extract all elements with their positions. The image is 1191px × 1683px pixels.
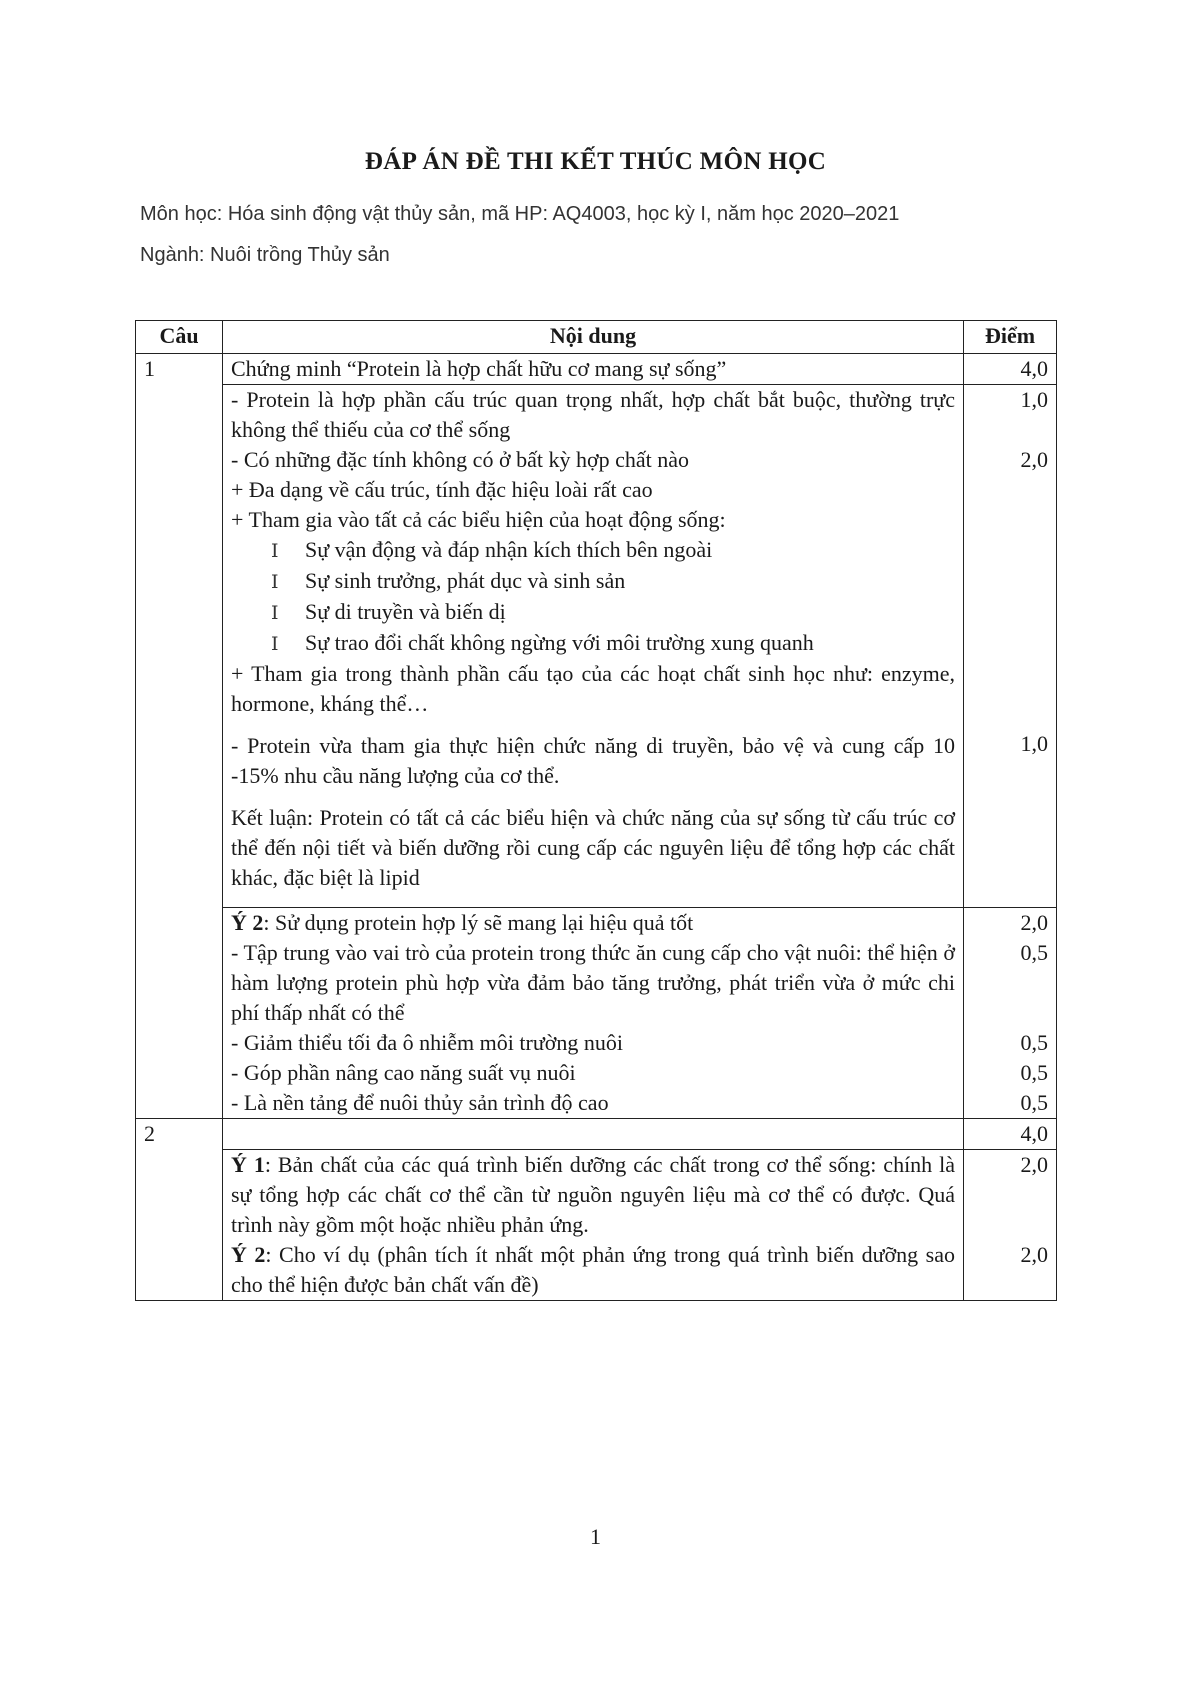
q1-idea1-scores <box>964 385 1057 908</box>
table-header-row <box>136 321 1057 354</box>
q1-idea2-p1: - Tập trung vào vai trò của protein trong thức ăn cung cấp cho vật nuôi: thể hiện ở hàm lượng protein phù hợp vừa đảm bảo tăng trưởng, phát triển vừa ở mức chi phí thấp nhất có thể <box>231 940 955 1025</box>
q1-conclusion: Kết luận: Protein có tất cả các biểu hiện và chức năng của sự sống từ cấu trúc cơ thể đến nội tiết và biến dưỡng rồi cung cấp các nguyên liệu để tổng hợp các chất khác, đặc biệt là lipid <box>231 805 955 890</box>
major-info: Ngành: Nuôi trồng Thủy sản <box>140 244 390 266</box>
bullet-icon: I <box>271 633 279 655</box>
q1-idea2-p2-score: 0,5 <box>1020 1030 1048 1055</box>
q2-heading <box>223 1119 964 1150</box>
q2-idea1: Ý 1: Bản chất của các quá trình biến dưỡng các chất trong cơ thể sống: chính là sự tổng hợp các chất cơ thể cần từ nguồn nguyên liệu mà cơ thể có được. Quá trình này gồm một hoặc nhiều phản ứng. <box>231 1152 956 1237</box>
answer-table <box>135 320 1057 1301</box>
q1-idea2-p2: - Giảm thiểu tối đa ô nhiễm môi trường nuôi <box>231 1030 624 1055</box>
q1-idea2-p4-score: 0,5 <box>1020 1090 1048 1115</box>
q1-p2-score: 2,0 <box>1020 447 1048 472</box>
q1-idea2-score: 2,0 <box>1020 910 1048 935</box>
bullet-icon: I <box>271 571 279 593</box>
header-question: Câu <box>136 321 223 354</box>
q1-p2: - Có những đặc tính không có ở bất kỳ hợp chất nào <box>231 447 689 472</box>
q1-idea2-content <box>223 908 964 1119</box>
q1-idea2-p1-score: 0,5 <box>1020 940 1048 965</box>
question-number: 1 <box>136 354 223 1119</box>
q1-idea2-p3: - Góp phần nâng cao năng suất vụ nuôi <box>231 1060 576 1085</box>
table-row <box>136 354 1057 385</box>
bullet-icon: I <box>271 540 279 562</box>
q1-heading: Chứng minh “Protein là hợp chất hữu cơ mang sự sống” <box>223 354 964 385</box>
document-title: ĐÁP ÁN ĐỀ THI KẾT THÚC MÔN HỌC <box>364 148 827 175</box>
q2-idea2: Ý 2: Cho ví dụ (phân tích ít nhất một phản ứng trong quá trình biến dưỡng sao cho thể hiện được bản chất vấn đề) <box>231 1242 956 1297</box>
list-item: I Sự sinh trưởng, phát dục và sinh sản <box>231 566 955 597</box>
list-item: I Sự vận động và đáp nhận kích thích bên ngoài <box>231 535 955 566</box>
q1-idea2-p3-score: 0,5 <box>1020 1060 1048 1085</box>
q1-p3: + Đa dạng về cấu trúc, tính đặc hiệu loài rất cao <box>231 477 653 502</box>
list-item: I Sự trao đổi chất không ngừng với môi trường xung quanh <box>231 628 955 659</box>
question-number: 2 <box>136 1119 223 1301</box>
q1-p5: + Tham gia trong thành phần cấu tạo của các hoạt chất sinh học như: enzyme, hormone, kháng thể… <box>231 661 955 716</box>
q1-p1-score: 1,0 <box>1020 387 1048 412</box>
table-row <box>136 1150 1057 1301</box>
q2-total-score: 4,0 <box>964 1119 1057 1150</box>
header-score: Điểm <box>964 321 1057 354</box>
q2-idea2-score: 2,0 <box>1020 1242 1048 1267</box>
table-row <box>136 908 1057 1119</box>
q1-p4: + Tham gia vào tất cả các biểu hiện của hoạt động sống: <box>231 507 726 532</box>
q2-idea1-score: 2,0 <box>1020 1152 1048 1177</box>
page-number: 1 <box>590 1524 601 1549</box>
q1-idea1-content <box>223 385 964 908</box>
list-item: I Sự di truyền và biến dị <box>231 597 955 628</box>
q1-p6-score: 1,0 <box>1020 731 1048 756</box>
header-content: Nội dung <box>223 321 964 354</box>
course-info: Môn học: Hóa sinh động vật thủy sản, mã HP: AQ4003, học kỳ I, năm học 2020–2021 <box>140 203 900 225</box>
q1-p6: - Protein vừa tham gia thực hiện chức năng di truyền, bảo vệ và cung cấp 10 -15% nhu cầu năng lượng của cơ thể. <box>231 733 955 788</box>
q1-idea2-p4: - Là nền tảng để nuôi thủy sản trình độ cao <box>231 1090 609 1115</box>
q2-content <box>223 1150 964 1301</box>
bullet-icon: I <box>271 602 279 624</box>
q1-idea2-scores <box>964 908 1057 1119</box>
q1-heading-score: 4,0 <box>964 354 1057 385</box>
table-row <box>136 385 1057 908</box>
table-row <box>136 1119 1057 1150</box>
q1-idea2-heading: Ý 2: Sử dụng protein hợp lý sẽ mang lại hiệu quả tốt <box>231 910 694 935</box>
q1-p1: - Protein là hợp phần cấu trúc quan trọng nhất, hợp chất bắt buộc, thường trực không thể thiếu của cơ thể sống <box>231 387 955 442</box>
q2-scores <box>964 1150 1057 1301</box>
